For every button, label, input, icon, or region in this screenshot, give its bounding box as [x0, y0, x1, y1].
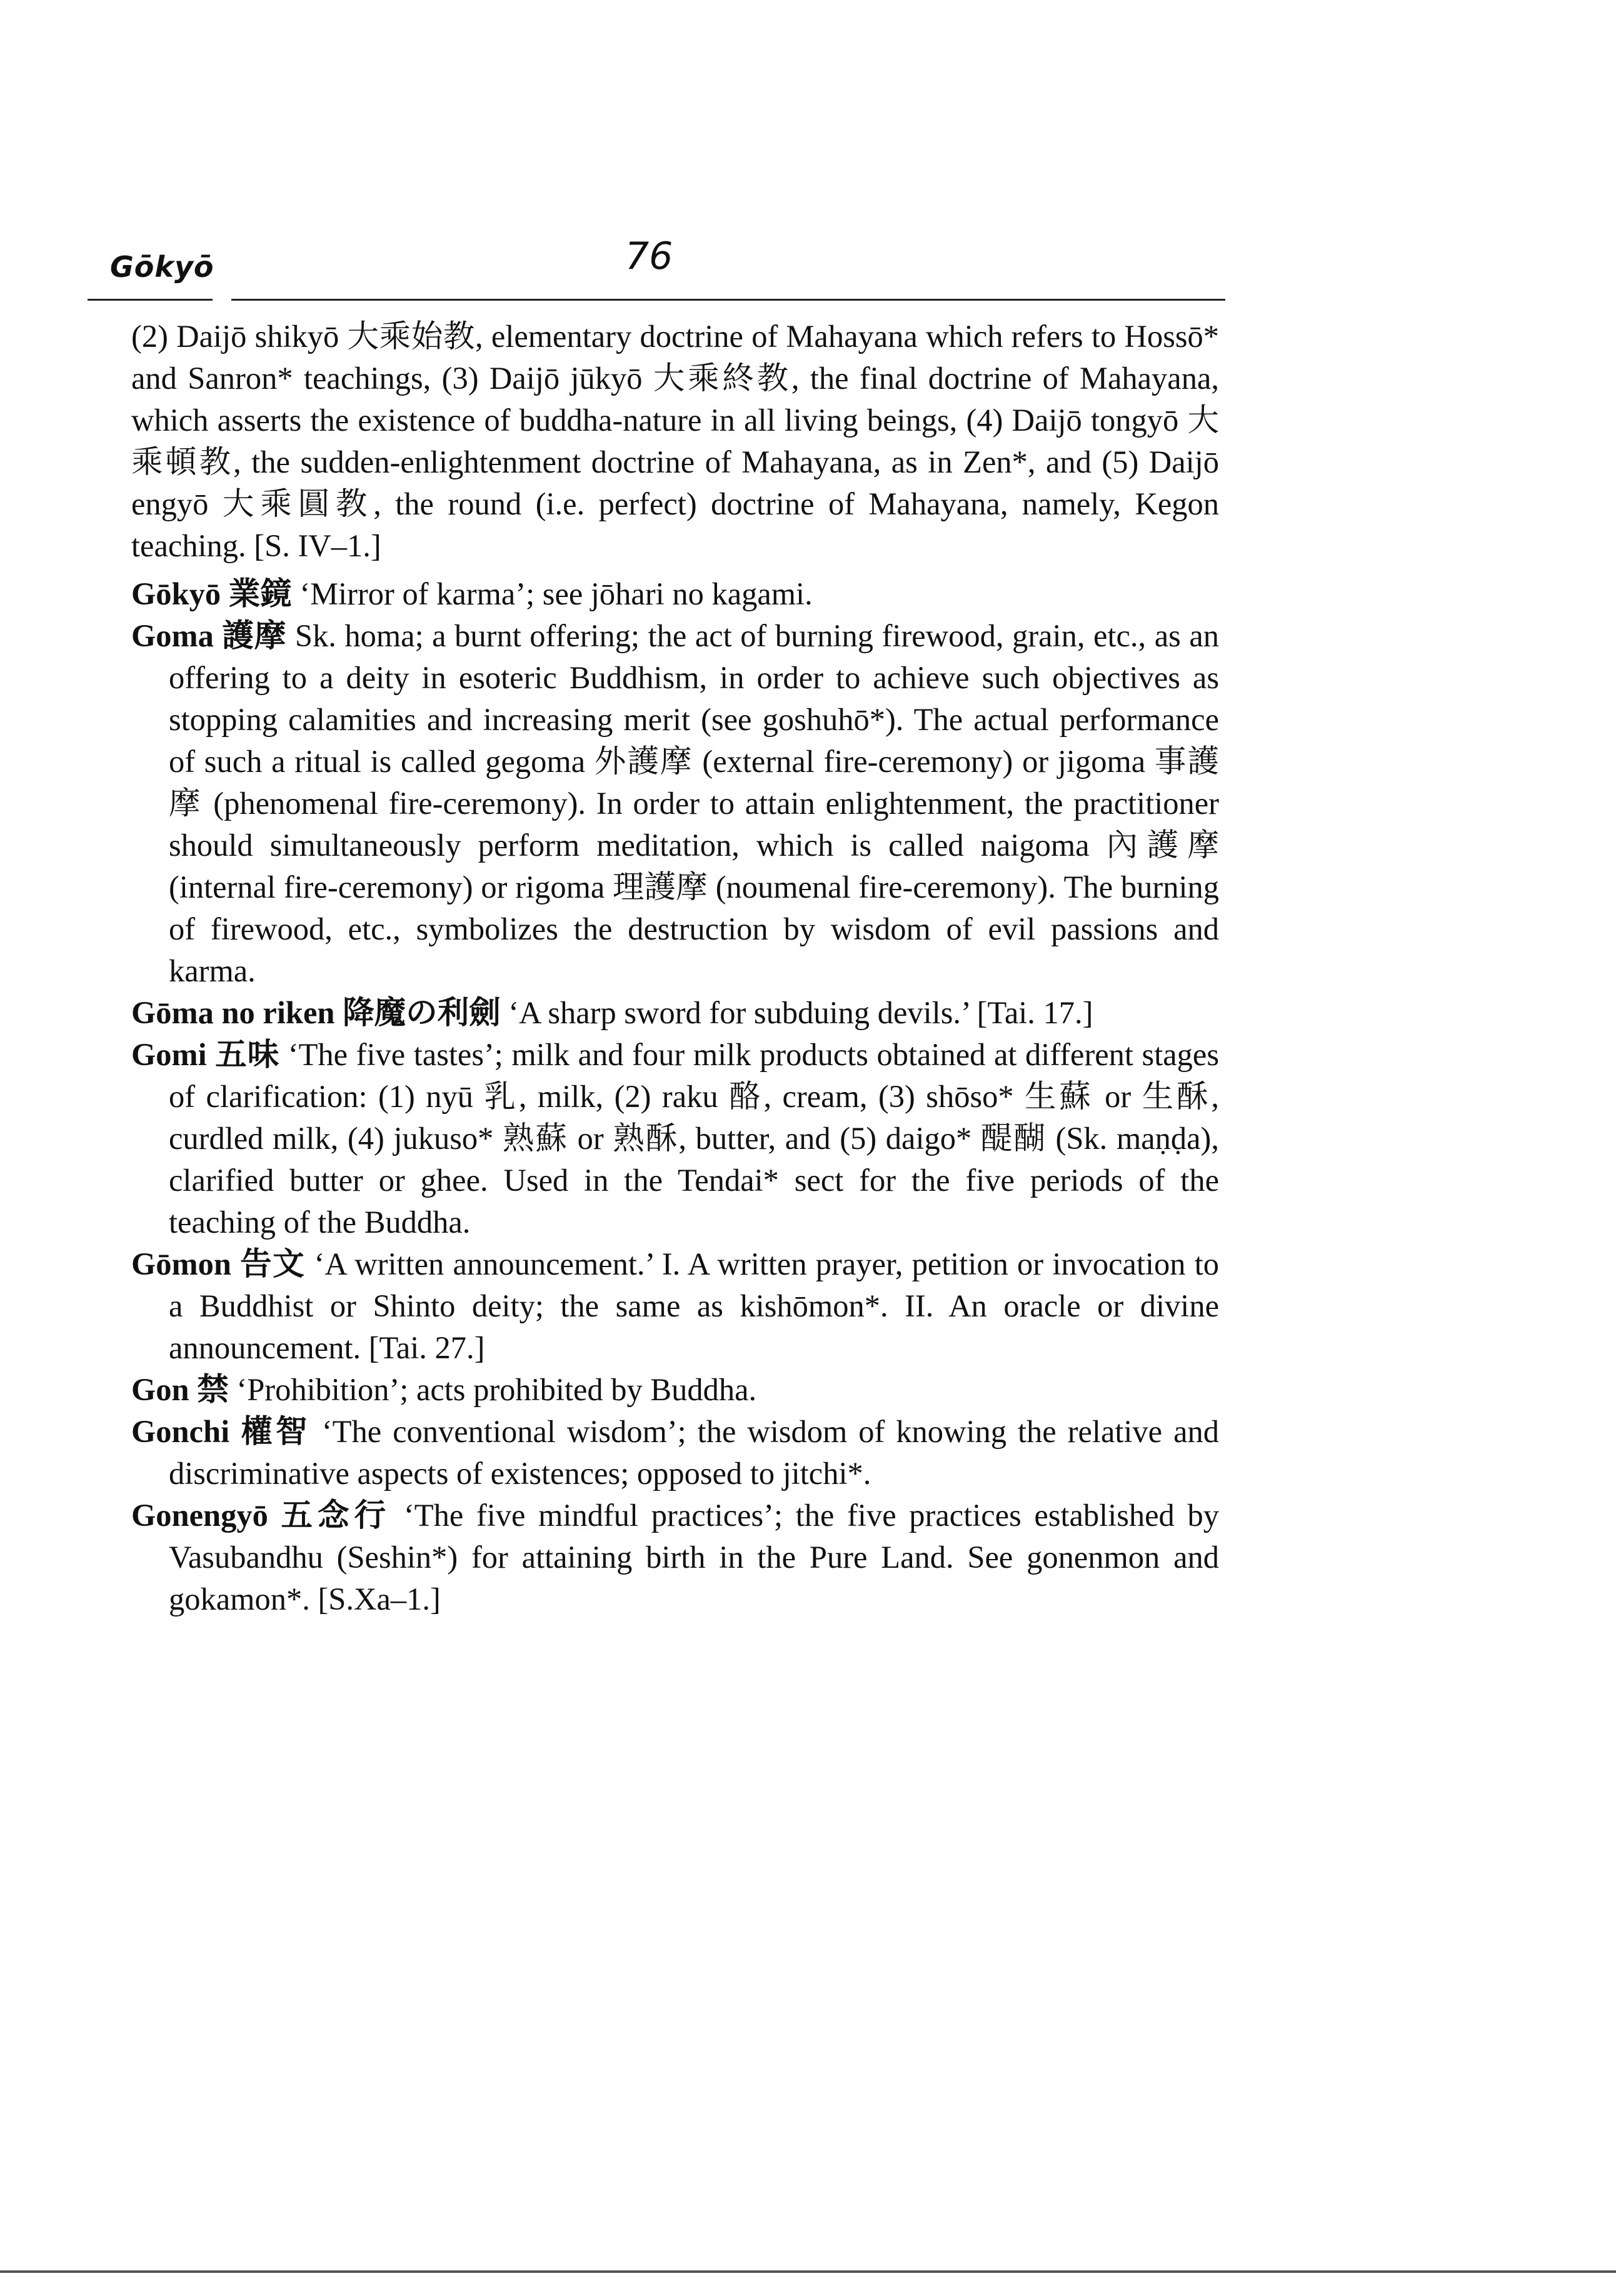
header-rule-left	[88, 299, 213, 301]
entry-definition: ‘A sharp sword for subduing devils.’ [Tai. 17.]	[500, 995, 1093, 1030]
entry-headword: Gonchi 權智	[131, 1414, 311, 1449]
entry-headword: Gonengyō 五念行	[131, 1498, 391, 1533]
entry-goma	[131, 615, 1219, 992]
entry-definition: ‘The five tastes’; milk and four milk products obtained at different stages of clarification: (1) nyū 乳, milk, (2) raku 酪, cream, (3) shōso* 生蘇 or 生酥, curdled milk, (4) jukuso* 熟蘇 or 熟酥, butter, and (5) daigo* 醍醐 (Sk. maṇḍa), clarified butter or ghee. Used in the Tendai* sect for the five periods of the teaching of the Buddha.	[169, 1037, 1219, 1240]
header-rule	[231, 299, 1225, 301]
entry-headword: Gōkyō 業鏡	[131, 576, 292, 611]
entry-headword: Gōmon 告文	[131, 1246, 306, 1281]
dictionary-text	[131, 316, 1219, 1620]
entry-gomi	[131, 1034, 1219, 1243]
scan-bottom-edge	[0, 2270, 1616, 2273]
entry-gonchi	[131, 1411, 1219, 1495]
entry-headword: Gomi 五味	[131, 1037, 280, 1072]
entry-definition: ‘The conventional wisdom’; the wisdom of knowing the relative and discriminative aspects of existences; opposed to jitchi*.	[169, 1414, 1219, 1491]
entry-definition: ‘A written announcement.’ I. A written prayer, petition or invocation to a Buddhist or Shinto deity; the same as kishōmon*. II. An oracle or divine announcement. [Tai. 27.]	[169, 1246, 1219, 1365]
entry-definition: ‘Prohibition’; acts prohibited by Buddha.	[228, 1372, 757, 1407]
entry-definition: ‘Mirror of karma’; see jōhari no kagami.	[291, 576, 813, 611]
page-number: 76	[625, 234, 673, 278]
entry-gomon	[131, 1243, 1219, 1369]
entry-headword: Goma 護摩	[131, 618, 287, 653]
continuation-paragraph: (2) Daijō shikyō 大乘始教, elementary doctrine of Mahayana which refers to Hossō* and Sanron* teachings, (3) Daijō jūkyō 大乘終教, the final doctrine of Mahayana, which asserts the existence of buddha-nature in all living beings, (4) Daijō tongyō 大乘頓教, the sudden-enlightenment doctrine of Mahayana, as in Zen*, and (5) Daijō engyō 大乘圓教, the round (i.e. perfect) doctrine of Mahayana, namely, Kegon teaching. [S. IV–1.]	[131, 319, 1219, 563]
entry-definition: Sk. homa; a burnt offering; the act of burning firewood, grain, etc., as an offering to a deity in esoteric Buddhism, in order to achieve such objectives as stopping calamities and increasing merit (see goshuhō*). The actual performance of such a ritual is called gegoma 外護摩 (external fire-ceremony) or jigoma 事護摩 (phenomenal fire-ceremony). In order to attain enlightenment, the practitioner should simultaneously perform meditation, which is called naigoma 內護摩 (internal fire-ceremony) or rigoma 理護摩 (noumenal fire-ceremony). The burning of firewood, etc., symbolizes the destruction by wisdom of evil passions and karma.	[169, 618, 1219, 988]
entry-headword: Gon 禁	[131, 1372, 229, 1407]
entry-definition: ‘The five mindful practices’; the five practices established by Vasubandhu (Seshin*) for attaining birth in the Pure Land. See gonenmon and gokamon*. [S.Xa–1.]	[169, 1498, 1219, 1617]
entry-gokyo	[131, 573, 1219, 615]
entry-headword: Gōma no riken 降魔の利劍	[131, 995, 501, 1030]
entry-gonengyo	[131, 1495, 1219, 1620]
entry-goma-no-riken	[131, 992, 1219, 1034]
entry-gon	[131, 1369, 1219, 1411]
running-head: Gōkyō	[110, 250, 214, 284]
